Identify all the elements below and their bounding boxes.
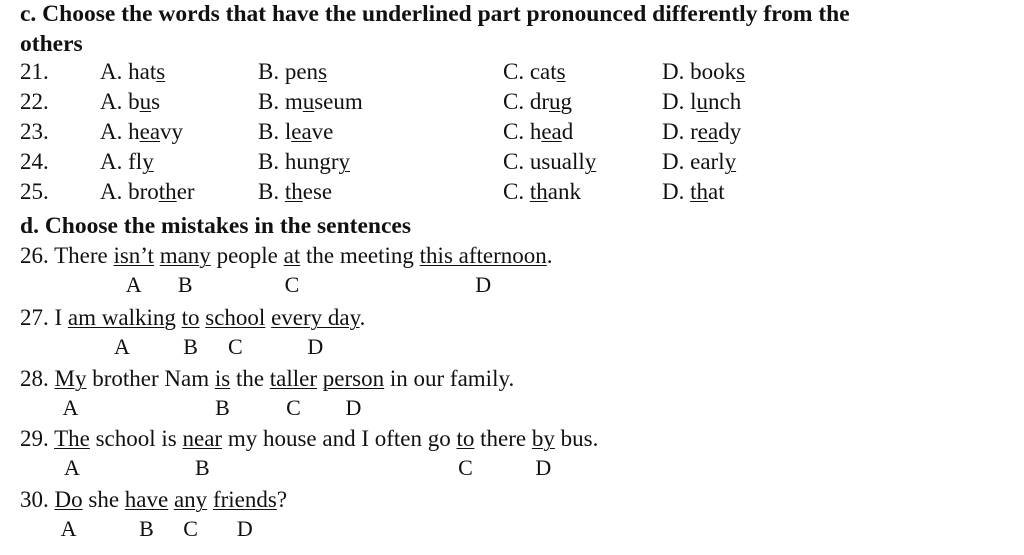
underlined-part: ea	[541, 119, 562, 144]
underlined-phrase[interactable]: to	[456, 426, 475, 451]
choice-label[interactable]: A	[60, 516, 77, 541]
word-part: usuall	[529, 149, 585, 174]
answer-option[interactable]	[258, 148, 350, 176]
sentence-text: brother Nam	[86, 366, 215, 391]
underlined-phrase[interactable]: is	[214, 366, 231, 391]
question-number: 21.	[20, 59, 49, 84]
word-part: nch	[708, 89, 742, 114]
underlined-phrase[interactable]: am walking	[67, 305, 176, 330]
choice-label[interactable]: C	[227, 334, 243, 359]
option-letter: D.	[662, 179, 685, 204]
answer-option[interactable]	[662, 148, 736, 176]
answer-option[interactable]	[662, 118, 741, 146]
answer-option[interactable]	[258, 88, 363, 116]
choice-label[interactable]: B	[194, 455, 210, 480]
underlined-part: ea	[291, 119, 312, 144]
choice-label[interactable]: B	[139, 516, 154, 541]
underlined-part: u	[139, 89, 152, 114]
option-letter: C.	[503, 59, 525, 84]
word-part: at	[708, 179, 725, 204]
section-c-title: c. Choose the words that have the underlined part pronounced differently from the	[20, 1, 850, 27]
word-part: book	[690, 59, 737, 84]
sentence-text: .	[359, 305, 366, 330]
sentence-text: school is	[89, 426, 183, 451]
option-letter: A.	[100, 149, 123, 174]
underlined-part: y	[142, 149, 154, 174]
sentence	[20, 304, 365, 332]
word-part: earl	[690, 149, 725, 174]
answer-option[interactable]	[258, 118, 333, 146]
word-part: fl	[128, 149, 143, 174]
option-letter: A.	[100, 89, 123, 114]
sentence-text: the meeting	[300, 243, 420, 268]
underlined-part: th	[284, 179, 303, 204]
underlined-part: y	[724, 149, 737, 174]
option-letter: D.	[662, 149, 685, 174]
word-part: m	[284, 89, 303, 114]
choice-label[interactable]: A	[125, 272, 142, 297]
sentence-text: the	[230, 366, 270, 391]
underlined-phrase[interactable]: any	[173, 487, 208, 512]
sentence	[20, 425, 598, 453]
option-letter: B.	[258, 119, 280, 144]
sentence-text: she	[82, 487, 125, 512]
underlined-part: th	[690, 179, 709, 204]
answer-option[interactable]	[100, 88, 160, 116]
section-c-title-continued: others	[20, 31, 83, 57]
underlined-part: ea	[139, 119, 161, 144]
underlined-part: s	[556, 59, 566, 84]
choice-label[interactable]: A	[64, 455, 80, 480]
underlined-phrase[interactable]: My	[54, 366, 87, 391]
word-part: h	[128, 119, 140, 144]
word-part: b	[128, 89, 140, 114]
option-letter: D.	[662, 59, 685, 84]
underlined-phrase[interactable]: school	[205, 305, 266, 330]
underlined-phrase[interactable]: this afternoon	[419, 243, 547, 268]
underlined-phrase[interactable]: many	[159, 243, 211, 268]
underlined-part: th	[529, 179, 548, 204]
underlined-phrase[interactable]: at	[283, 243, 301, 268]
answer-option[interactable]	[503, 58, 566, 86]
underlined-phrase[interactable]: near	[182, 426, 223, 451]
option-letter: C.	[503, 149, 525, 174]
option-letter: C.	[503, 89, 525, 114]
underlined-phrase[interactable]: to	[181, 305, 200, 330]
answer-option[interactable]	[100, 148, 154, 176]
choice-label[interactable]: A	[113, 334, 130, 359]
underlined-phrase[interactable]: The	[54, 426, 90, 451]
section-d-title: d. Choose the mistakes in the sentences	[20, 213, 412, 239]
answer-option[interactable]	[662, 88, 741, 116]
option-letter: B.	[258, 59, 280, 84]
option-letter: C.	[503, 119, 525, 144]
underlined-part: y	[584, 149, 597, 174]
underlined-part: u	[302, 89, 315, 114]
choice-label[interactable]: D	[475, 272, 492, 297]
answer-option[interactable]	[258, 58, 327, 86]
word-part: r	[690, 119, 698, 144]
word-part: h	[529, 119, 542, 144]
sentence-text: .	[546, 243, 553, 268]
sentence-number: 26.	[20, 243, 49, 268]
word-part: dy	[718, 119, 742, 144]
sentence-text: bus.	[554, 426, 599, 451]
underlined-phrase[interactable]: Do	[54, 487, 83, 512]
word-part: seum	[314, 89, 363, 114]
word-part: pen	[284, 59, 319, 84]
underlined-part: s	[318, 59, 328, 84]
answer-option[interactable]	[503, 118, 573, 146]
choice-label[interactable]: D	[236, 516, 253, 541]
underlined-part: y	[338, 149, 351, 174]
option-letter: A.	[100, 179, 123, 204]
underlined-part: ea	[697, 119, 719, 144]
question-number: 23.	[20, 119, 49, 144]
answer-option[interactable]	[503, 148, 596, 176]
sentence	[20, 365, 514, 393]
option-letter: D.	[662, 89, 685, 114]
sentence-text: there	[474, 426, 532, 451]
option-letter: A.	[100, 119, 123, 144]
option-letter: A.	[100, 59, 123, 84]
underlined-part: s	[736, 59, 746, 84]
underlined-part: s	[156, 59, 166, 84]
choice-label[interactable]: B	[215, 395, 230, 420]
word-part: hungr	[284, 149, 339, 174]
word-part: vy	[160, 119, 184, 144]
option-letter: D.	[662, 119, 685, 144]
question-number: 24.	[20, 149, 49, 174]
word-part: ank	[547, 179, 581, 204]
answer-option[interactable]	[662, 58, 745, 86]
word-part: l	[690, 89, 697, 114]
choice-label[interactable]: C	[286, 395, 301, 420]
underlined-phrase[interactable]: isn’t	[113, 243, 154, 268]
question-number: 25.	[20, 179, 49, 204]
word-part: dr	[529, 89, 550, 114]
choice-label[interactable]: D	[345, 395, 362, 420]
sentence	[20, 242, 553, 270]
choice-label[interactable]: A	[62, 395, 79, 420]
sentence-text: in our family.	[384, 366, 515, 391]
word-part: l	[284, 119, 292, 144]
option-letter: C.	[503, 179, 525, 204]
underlined-phrase[interactable]: person	[322, 366, 385, 391]
sentence-number: 28.	[20, 366, 49, 391]
choice-label[interactable]: B	[177, 272, 193, 297]
sentence-text: There	[48, 243, 114, 268]
sentence	[20, 486, 287, 514]
choice-label[interactable]: C	[284, 272, 300, 297]
answer-option[interactable]	[662, 178, 725, 206]
option-letter: B.	[258, 89, 280, 114]
word-part: bro	[128, 179, 159, 204]
word-part: ve	[311, 119, 334, 144]
answer-option[interactable]	[503, 178, 581, 206]
underlined-phrase[interactable]: every day	[271, 305, 360, 330]
sentence-text: people	[210, 243, 284, 268]
word-part: d	[561, 119, 574, 144]
underlined-phrase[interactable]: by	[531, 426, 555, 451]
answer-option[interactable]	[258, 178, 332, 206]
underlined-part: th	[158, 179, 177, 204]
answer-option[interactable]	[100, 178, 195, 206]
sentence-text: my house and I often go	[222, 426, 457, 451]
option-letter: B.	[258, 179, 280, 204]
underlined-phrase[interactable]: taller	[269, 366, 318, 391]
word-part: hat	[128, 59, 157, 84]
word-part: s	[151, 89, 161, 114]
option-letter: B.	[258, 149, 280, 174]
sentence-text: ?	[276, 487, 288, 512]
question-number: 22.	[20, 89, 49, 114]
choice-label[interactable]: D	[535, 455, 552, 480]
answer-option[interactable]	[503, 88, 572, 116]
choice-label[interactable]: C	[183, 516, 198, 541]
underlined-part: u	[696, 89, 709, 114]
underlined-phrase[interactable]: friends	[212, 487, 277, 512]
answer-option[interactable]	[100, 118, 183, 146]
choice-label[interactable]: B	[183, 334, 198, 359]
word-part: g	[560, 89, 573, 114]
choice-label[interactable]: D	[307, 334, 324, 359]
sentence-text: I	[48, 305, 68, 330]
word-part: er	[176, 179, 195, 204]
underlined-part: u	[549, 89, 561, 114]
answer-option[interactable]	[100, 58, 165, 86]
choice-label[interactable]: C	[458, 455, 473, 480]
word-part: ese	[302, 179, 333, 204]
sentence-number: 27.	[20, 305, 49, 330]
word-part: cat	[529, 59, 557, 84]
underlined-phrase[interactable]: have	[124, 487, 169, 512]
sentence-number: 29.	[20, 426, 49, 451]
sentence-number: 30.	[20, 487, 49, 512]
